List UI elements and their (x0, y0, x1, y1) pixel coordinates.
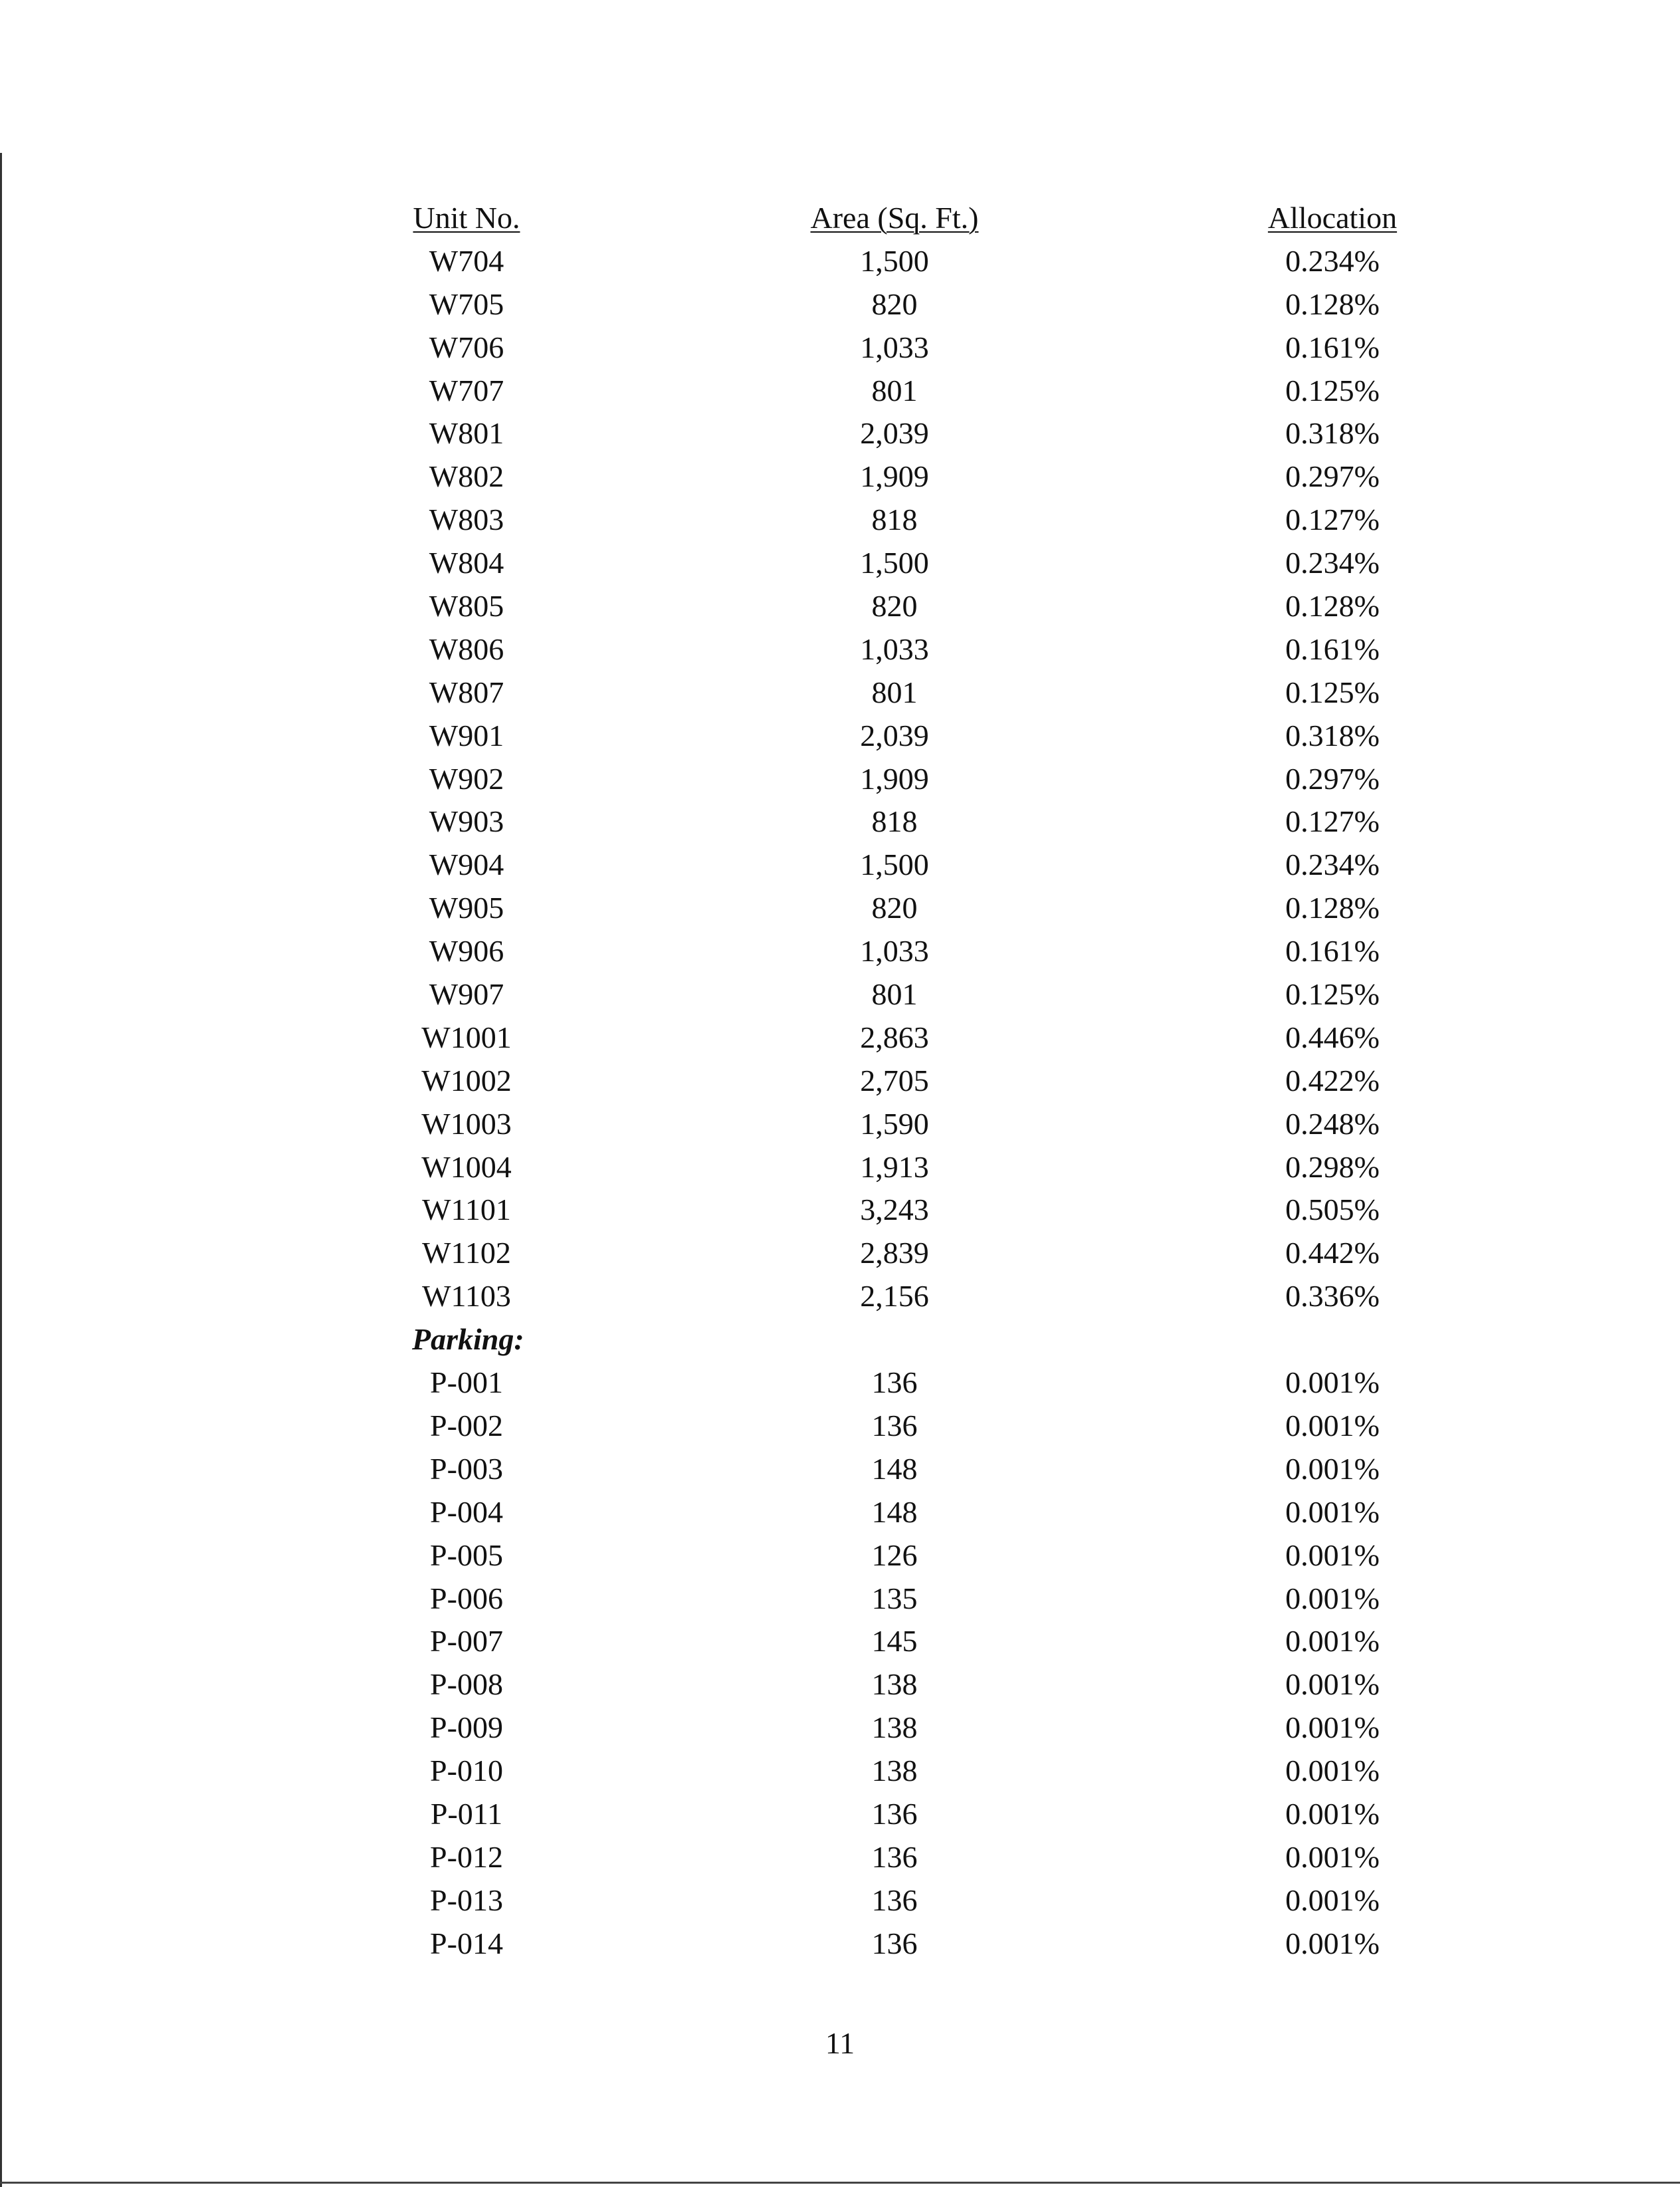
allocation-cell: 0.442% (1285, 1236, 1380, 1270)
unit-cell: W805 (429, 589, 504, 624)
unit-cell: W1004 (421, 1149, 512, 1184)
table-row (0, 455, 1680, 499)
unit-cell: P-007 (430, 1624, 503, 1659)
table-row (0, 1922, 1680, 1966)
allocation-cell: 0.128% (1285, 287, 1380, 321)
unit-cell: W1102 (422, 1236, 511, 1270)
area-cell: 820 (871, 287, 918, 321)
area-cell: 145 (871, 1624, 918, 1659)
unit-cell: P-009 (430, 1710, 503, 1745)
area-cell: 1,909 (860, 459, 929, 494)
table-row (0, 715, 1680, 758)
unit-cell: W902 (429, 761, 504, 796)
area-cell: 148 (871, 1494, 918, 1529)
unit-cell: W906 (429, 934, 504, 969)
unit-cell: P-011 (430, 1796, 503, 1831)
table-row (0, 240, 1680, 283)
allocation-cell: 0.161% (1285, 934, 1380, 969)
allocation-cell: 0.125% (1285, 373, 1380, 407)
unit-cell: W807 (429, 675, 504, 709)
table-row (0, 1577, 1680, 1621)
unit-cell: P-006 (430, 1581, 503, 1615)
unit-cell: P-012 (430, 1839, 503, 1874)
allocation-cell: 0.001% (1285, 1451, 1380, 1486)
unit-cell: W804 (429, 546, 504, 580)
allocation-cell: 0.128% (1285, 589, 1380, 624)
table-row (0, 1016, 1680, 1060)
table-row (0, 1361, 1680, 1405)
unit-cell: W1001 (421, 1020, 512, 1054)
table-row (0, 671, 1680, 715)
unit-cell: W802 (429, 459, 504, 494)
table-row (0, 1448, 1680, 1491)
allocation-cell: 0.001% (1285, 1624, 1380, 1659)
allocation-cell: 0.234% (1285, 546, 1380, 580)
unit-cell: P-008 (430, 1667, 503, 1702)
area-cell: 136 (871, 1796, 918, 1831)
allocation-cell: 0.001% (1285, 1710, 1380, 1745)
allocation-cell: 0.127% (1285, 503, 1380, 537)
table-row (0, 1663, 1680, 1706)
table-row (0, 370, 1680, 413)
allocation-cell: 0.505% (1285, 1193, 1380, 1227)
allocation-cell: 0.001% (1285, 1754, 1380, 1788)
table-row (0, 1405, 1680, 1448)
allocation-cell: 0.127% (1285, 804, 1380, 839)
unit-cell: P-004 (430, 1494, 503, 1529)
area-cell: 126 (871, 1538, 918, 1572)
allocation-cell: 0.001% (1285, 1494, 1380, 1529)
table-row (0, 628, 1680, 671)
allocation-cell: 0.001% (1285, 1538, 1380, 1572)
table-row (0, 844, 1680, 887)
allocation-cell: 0.001% (1285, 1667, 1380, 1702)
unit-cell: W1003 (421, 1106, 512, 1141)
allocation-cell: 0.446% (1285, 1020, 1380, 1054)
table-row (0, 326, 1680, 370)
table-row (0, 1750, 1680, 1793)
allocation-cell: 0.001% (1285, 1408, 1380, 1442)
unit-cell: P-001 (430, 1365, 503, 1400)
unit-cell: W801 (429, 416, 504, 451)
area-cell: 820 (871, 891, 918, 925)
header-unit-no: Unit No. (413, 201, 520, 235)
allocation-cell: 0.297% (1285, 761, 1380, 796)
area-cell: 2,863 (860, 1020, 929, 1054)
allocation-cell: 0.001% (1285, 1796, 1380, 1831)
table-row (0, 1491, 1680, 1534)
header-area: Area (Sq. Ft.) (810, 201, 979, 235)
area-cell: 2,039 (860, 718, 929, 752)
allocation-cell: 0.001% (1285, 1365, 1380, 1400)
table-row (0, 800, 1680, 844)
allocation-cell: 0.234% (1285, 848, 1380, 882)
scan-edge-bottom (0, 2182, 1680, 2184)
unit-cell: W704 (429, 243, 504, 278)
table-row (0, 499, 1680, 542)
unit-cell: W904 (429, 848, 504, 882)
area-cell: 2,039 (860, 416, 929, 451)
table-row (0, 1232, 1680, 1275)
allocation-cell: 0.001% (1285, 1581, 1380, 1615)
area-cell: 820 (871, 589, 918, 624)
allocation-cell: 0.318% (1285, 416, 1380, 451)
table-row (0, 1146, 1680, 1189)
table-row (0, 1103, 1680, 1146)
unit-cell: P-013 (430, 1883, 503, 1917)
area-cell: 1,590 (860, 1106, 929, 1141)
table-row (0, 585, 1680, 628)
area-cell: 138 (871, 1667, 918, 1702)
allocation-cell: 0.422% (1285, 1063, 1380, 1097)
table-row (0, 1189, 1680, 1232)
unit-cell: P-010 (430, 1754, 503, 1788)
area-cell: 138 (871, 1754, 918, 1788)
unit-cell: P-002 (430, 1408, 503, 1442)
table-row (0, 1879, 1680, 1922)
unit-cell: W705 (429, 287, 504, 321)
allocation-cell: 0.234% (1285, 243, 1380, 278)
unit-cell: P-003 (430, 1451, 503, 1486)
header-allocation: Allocation (1267, 201, 1398, 235)
unit-cell: W903 (429, 804, 504, 839)
table-row (0, 758, 1680, 801)
allocation-cell: 0.125% (1285, 675, 1380, 709)
area-cell: 135 (871, 1581, 918, 1615)
area-cell: 1,500 (860, 546, 929, 580)
area-cell: 1,033 (860, 330, 929, 364)
unit-cell: P-005 (430, 1538, 503, 1572)
unit-cell: P-014 (430, 1926, 503, 1960)
area-cell: 148 (871, 1451, 918, 1486)
page-number: 11 (825, 2026, 855, 2060)
table-row (0, 1793, 1680, 1836)
area-cell: 136 (871, 1365, 918, 1400)
table-row (0, 1706, 1680, 1750)
parking-label: Parking: (412, 1322, 524, 1357)
allocation-cell: 0.128% (1285, 891, 1380, 925)
table-row (0, 1060, 1680, 1103)
area-cell: 818 (871, 503, 918, 537)
area-cell: 1,033 (860, 934, 929, 969)
area-cell: 136 (871, 1883, 918, 1917)
unit-cell: W901 (429, 718, 504, 752)
unit-cell: W806 (429, 632, 504, 666)
units-body (0, 240, 1680, 1318)
area-cell: 2,705 (860, 1063, 929, 1097)
area-cell: 801 (871, 977, 918, 1012)
parking-body (0, 1361, 1680, 1965)
table-row (0, 1275, 1680, 1318)
unit-cell: W707 (429, 373, 504, 407)
parking-section-heading (0, 1318, 1680, 1361)
allocation-cell: 0.298% (1285, 1149, 1380, 1184)
table-row (0, 930, 1680, 973)
allocation-cell: 0.161% (1285, 330, 1380, 364)
allocation-cell: 0.001% (1285, 1839, 1380, 1874)
table-row (0, 887, 1680, 930)
unit-cell: W907 (429, 977, 504, 1012)
area-cell: 136 (871, 1839, 918, 1874)
allocation-cell: 0.125% (1285, 977, 1380, 1012)
table-row (0, 542, 1680, 585)
table-row (0, 283, 1680, 326)
area-cell: 1,033 (860, 632, 929, 666)
unit-cell: W905 (429, 891, 504, 925)
unit-cell: W1101 (422, 1193, 511, 1227)
allocation-cell: 0.001% (1285, 1926, 1380, 1960)
unit-allocation-table (0, 197, 1680, 1966)
table-row (0, 1620, 1680, 1663)
area-cell: 136 (871, 1408, 918, 1442)
allocation-cell: 0.248% (1285, 1106, 1380, 1141)
unit-cell: W1103 (422, 1279, 511, 1314)
area-cell: 1,909 (860, 761, 929, 796)
allocation-cell: 0.001% (1285, 1883, 1380, 1917)
area-cell: 1,500 (860, 848, 929, 882)
allocation-cell: 0.161% (1285, 632, 1380, 666)
area-cell: 2,839 (860, 1236, 929, 1270)
allocation-cell: 0.318% (1285, 718, 1380, 752)
table-row (0, 973, 1680, 1016)
table-header-row (0, 197, 1680, 240)
area-cell: 138 (871, 1710, 918, 1745)
area-cell: 1,500 (860, 243, 929, 278)
area-cell: 801 (871, 675, 918, 709)
unit-cell: W803 (429, 503, 504, 537)
area-cell: 3,243 (860, 1193, 929, 1227)
table-row (0, 1836, 1680, 1879)
allocation-cell: 0.297% (1285, 459, 1380, 494)
area-cell: 801 (871, 373, 918, 407)
unit-cell: W1002 (421, 1063, 512, 1097)
unit-cell: W706 (429, 330, 504, 364)
allocation-cell: 0.336% (1285, 1279, 1380, 1314)
table-row (0, 1534, 1680, 1577)
area-cell: 136 (871, 1926, 918, 1960)
area-cell: 818 (871, 804, 918, 839)
table-row (0, 412, 1680, 455)
area-cell: 1,913 (860, 1149, 929, 1184)
area-cell: 2,156 (860, 1279, 929, 1314)
